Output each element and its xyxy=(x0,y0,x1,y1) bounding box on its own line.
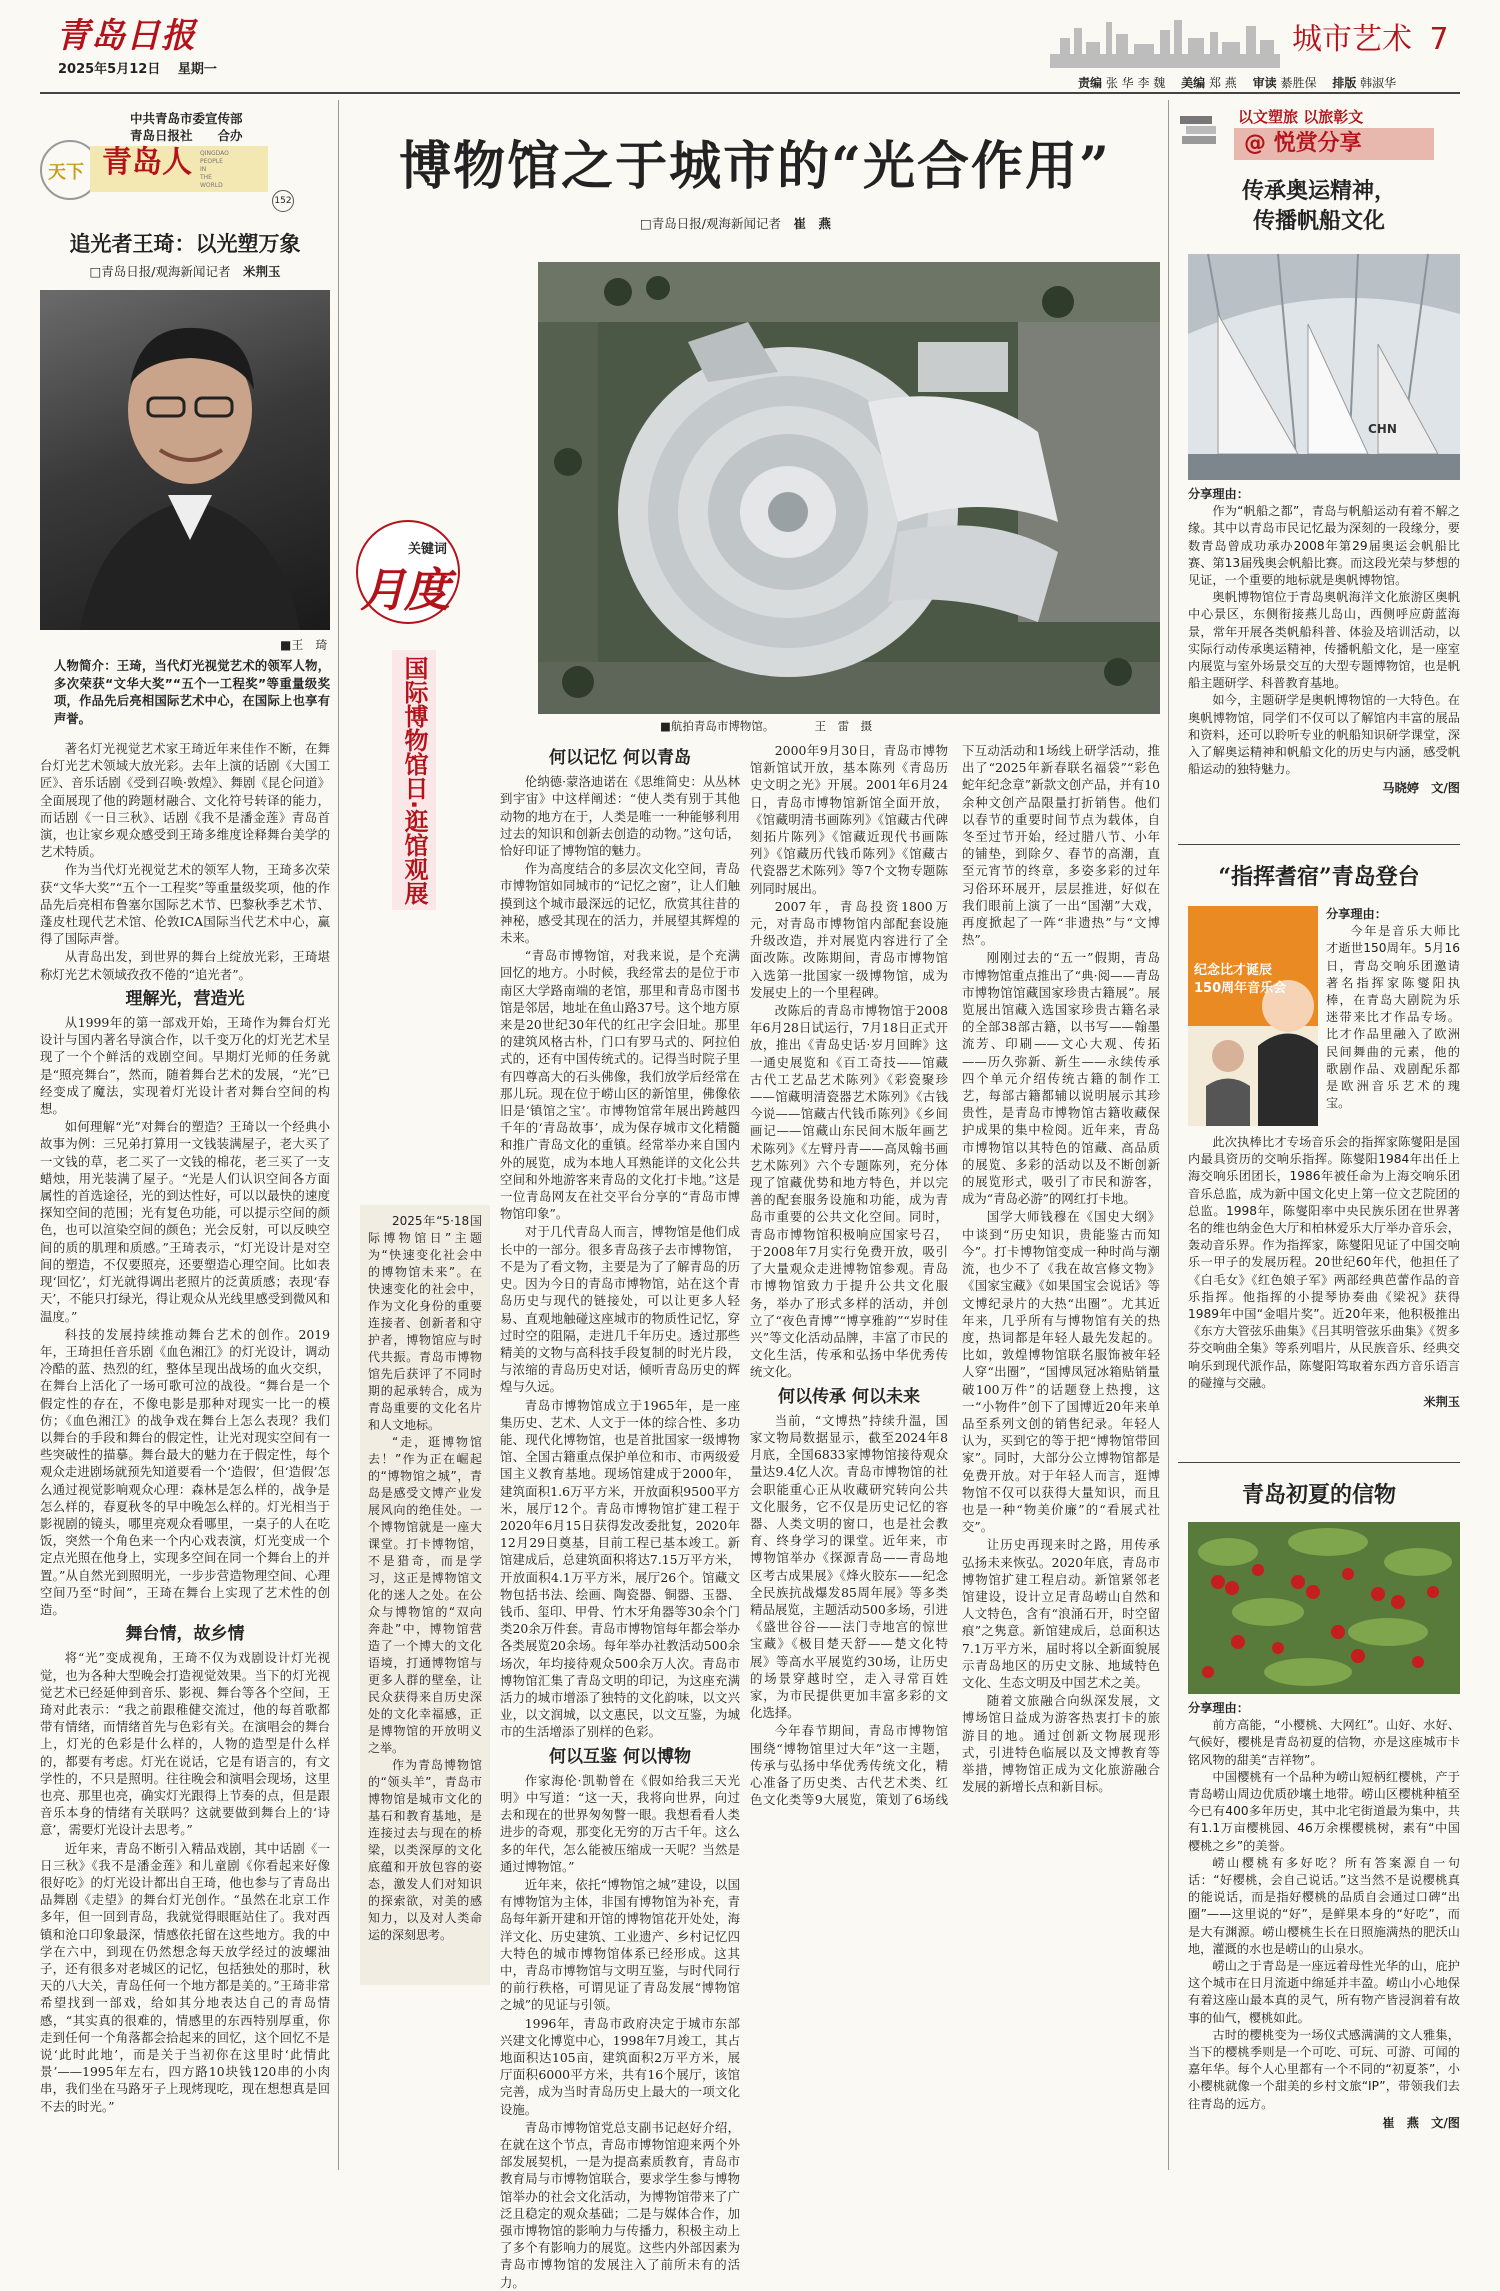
story2-author: 米荆玉 xyxy=(1423,1395,1460,1410)
main-s2-p2: 近年来，依托“博物馆之城”建设，以国有博物馆为主体，非国有博物馆为补充，青岛每年新开建和开馆的博物馆花开处处，海洋文化、历史建筑、工业遗产、乡村记忆四大特色的城市博物馆体系已经形成。这其中，青岛市博物馆与文明互鉴，与时代同行的前行秩格，可谓见证了青岛发展“博物馆之城”的见证与引领。 xyxy=(500,1877,740,2013)
organizer-1: 中共青岛市委宣传部 xyxy=(130,111,243,126)
logo-english: QINGDAO PEOPLE IN THE WORLD xyxy=(200,150,229,189)
masthead xyxy=(0,0,1500,92)
left-author: 米荆玉 xyxy=(243,264,281,279)
masthead-rule xyxy=(40,92,1460,94)
story1-title-line2: 传播帆船文化 xyxy=(1252,208,1385,234)
main-section-heading-2: 何以互鉴 何以博物 xyxy=(549,1746,691,1767)
left-article-body xyxy=(40,740,330,2165)
sidebar-p2: “走，逛博物馆去！”作为正在崛起的“博物馆之城”，青岛是感受文博产业发展风向的绝佳处。一个博物馆就是一座大课堂。打卡博物馆，不是猎奇，而是学习，这正是博物馆文化的迷人之处。在公众与博物馆的“双向奔赴”中，博物馆营造了一个博大的文化语境，打通博物馆与更多人群的壁垒，让民众获得来自历史深处的文化幸福感，正是博物馆的开放明义之举。 xyxy=(368,1435,482,1755)
main-sidebar xyxy=(360,1205,490,1985)
left-intro-p2: 作为当代灯光视觉艺术的领军人物，王琦多次荣获“文华大奖”“五个一工程奖”等重量级奖项，他的作品先后亮相布鲁塞尔国际艺术节、巴黎秋季艺术节、蓬皮杜现代艺术馆、伦敦ICA国际当代艺术中心，赢得了国际声誉。 xyxy=(40,862,330,947)
main-s2-p5: 2000年9月30日，青岛市博物馆新馆试开放，基本陈列《青岛历史文明之光》开展。2001年6月24日，青岛市博物馆新馆全面开放，《馆藏明清书画陈列》《馆藏古代碑刻拓片陈列》《馆藏近现代书画陈列》《馆藏历代钱币陈列》《馆藏古代瓷器艺术陈列》等7个文物专题陈列同时展出。 xyxy=(750,743,948,896)
organizer-2: 青岛日报社 xyxy=(130,128,193,143)
story3-p2: 中国樱桃有一个品种为崂山短柄红樱桃，产于青岛崂山周边优质砂壤土地带。崂山区樱桃种植至今已有400多年历史，其中北宅街道最为集中，共有1.1万亩樱桃园、46万余棵樱桃树，素有“中国樱桃之乡”的美誉。 xyxy=(1188,1769,1460,1853)
story3-p3: 崂山樱桃有多好吃？所有答案源自一句话：“好樱桃，会自己说话。”这当然不是说樱桃真的能说话，而是指好樱桃的品质自会通过口碑“出圈”——这里说的“好”，是鲜果本身的“好吃”，而是大有渊源。崂山樱桃生长在日照施满热的肥沃山地，灌溉的水也是崂山的山泉水。 xyxy=(1188,1855,1460,1956)
concert-poster xyxy=(1188,906,1318,1126)
story3-body xyxy=(1188,1700,1460,2168)
main-s3-p3: 刚刚过去的“五一”假期，青岛市博物馆重点推出了“典·阅——青岛市博物馆馆藏国家珍贵古籍展”。展览展出馆藏入选国家珍贵古籍名录的全部38部古籍，以书写——翰墨流芳、印刷——文心大观、传拓——历久弥新、新生——永续传承四个单元介绍传统古籍的制作工艺，每部古籍都辅以说明展示其珍贵性，是青岛市博物馆古籍收藏保护成果的集中检阅。近年来，青岛市博物馆以其特色的馆藏、高品质的展览、多彩的活动以及不断创新的展览形式，吸引了市民和游客，成为“青岛必游”的网红打卡地。 xyxy=(962,950,1160,1207)
poster-title-line2: 150周年音乐会 xyxy=(1194,981,1287,996)
main-s2-p3: 1996年，青岛市政府决定于城市东部兴建文化博览中心，1998年7月竣工，其占地面积达105亩，建筑面积2万平方米，展厅面积6000平方米，共有16个展厅，该馆完善，成为当时青岛历史上最大的一项文化设施。 xyxy=(500,2015,740,2117)
main-photo-caption-text: ■航拍青岛市博物馆。 xyxy=(660,719,769,733)
poster-title xyxy=(1194,962,1286,998)
weekday-text: 星期一 xyxy=(177,62,217,77)
left-intro-p3: 从青岛出发，到世界的舞台上绽放光彩，王琦堪称灯光艺术领域孜孜不倦的“追光者”。 xyxy=(40,949,330,982)
main-article-byline xyxy=(640,214,831,232)
story1-body xyxy=(1188,486,1460,834)
right-rule-1 xyxy=(1178,844,1460,845)
main-byline-text: □青岛日报/观海新闻记者 xyxy=(640,216,782,231)
main-s3-p6: 随着文旅融合向纵深发展，文博场馆日益成为游客热衷打卡的旅游目的地。通过创新文物展现形式，引进特色临展以及文博教育等举措，博物馆正成为文化旅游融合发展的新增长点和新目标。 xyxy=(962,1693,1160,1795)
main-col-2 xyxy=(750,742,1160,2164)
story1-p2: 奥帆博物馆位于青岛奥帆海洋文化旅游区奥帆中心景区，东侧衔接燕儿岛山，西侧呼应蔚蓝海景，常年开展各类帆船科普、体验及培训活动，以实际行动传承奥运精神，传播帆船文化，是一座室内展览与室外场景交互的大型专题博物馆，也是帆船主题研学、科普教育基地。 xyxy=(1188,590,1460,691)
story2-p1: 今年是音乐大师比才逝世150周年。5月16日，青岛交响乐团邀请著名指挥家陈燮阳执棒，在青岛大剧院为乐迷带来比才作品专场。比才作品里融入了欧洲民间舞曲的元素，他的歌剧作品、戏剧配乐都是欧洲音乐艺术的瑰宝。 xyxy=(1326,924,1460,1111)
logo-main: 青岛人 xyxy=(102,145,192,180)
left-s2-p1: 将“光”变成视角，王琦不仅为戏剧设计灯光视觉，也为各种大型晚会打造视觉效果。当下的灯光视觉艺术已经延伸到音乐、影视、舞台等各个空间，王琦对此表示：“我之前跟稚健交流过，他的每首歌都带有情绪，而情绪首先与色彩有关。在演唱会的舞台上，灯光的色彩是什么样的，人物的造型是什么样的，都要有考虑。灯光在说话，它是有语言的，有文学性的，不只是照明。往往晚会和演唱会现场，这里也亮、那里也亮，确实灯光跟得上节奏的点，但是跟音乐本身的情绪有关联吗？这就要做到舞台上的‘诗意’，需要灯光设计去思考。” xyxy=(40,1650,330,1838)
right-rule-2 xyxy=(1178,1462,1460,1463)
section-title xyxy=(1292,14,1449,58)
keyword-badge xyxy=(356,520,468,648)
poster-title-line1: 纪念比才诞辰 xyxy=(1194,963,1273,978)
left-profile: 人物简介：王琦，当代灯光视觉艺术的领军人物，多次荣获“文华大奖”“五个一工程奖”等重量级奖项，作品先后亮相国际艺术中心，在国际上也享有声誉。 xyxy=(54,659,330,726)
story3-title: 青岛初夏的信物 xyxy=(1241,1482,1396,1508)
logo-prefix: 天下 xyxy=(48,162,84,183)
story2-p2: 此次执棒比才专场音乐会的指挥家陈燮阳是国内最具资历的交响乐指挥。陈燮阳1984年出任上海交响乐团团长，1986年被任命为上海交响乐团音乐总监，成为新中国文化史上第一位文艺院团的总监。1998年，陈燮阳率中央民族乐团在世界著名的维也纳金色大厅和柏林爱乐大厅举办音乐会，轰动音乐界。作为指挥家，陈燮阳见证了中国交响乐一甲子的发展历程。20世纪60年代，他担任了《白毛女》《红色娘子军》两部经典芭蕾作品的音乐指挥。他指挥的小提琴协奏曲《梁祝》获得1989年中国“金唱片奖”。近20年来，他积极推出《东方大管弦乐曲集》《吕其明管弦乐曲集》《贺多芬交响曲全集》等系列唱片，从民族音乐、经典交响乐到现代派作品，陈燮阳笃取着东西方音乐语言的碰撞与交融。 xyxy=(1188,1135,1460,1390)
left-column-divider xyxy=(338,100,339,2170)
story2-body xyxy=(1188,1134,1460,1456)
right-rail-divider xyxy=(1168,100,1169,2170)
left-article-title: 追光者王琦：以光塑万象 xyxy=(69,231,301,256)
share-column-banner xyxy=(1178,104,1460,164)
paper-logo: 青岛日报 xyxy=(56,16,196,56)
concert-poster-illustration xyxy=(1188,906,1318,1126)
editor-role-2: 美编 xyxy=(1181,76,1206,90)
page-number: 7 xyxy=(1429,22,1449,57)
editor-role-1: 责编 xyxy=(1078,76,1103,90)
keyword-topic: 国际博物馆日·逛馆观展 xyxy=(400,656,428,906)
portrait-illustration xyxy=(40,290,330,630)
main-author: 崔 燕 xyxy=(793,216,832,231)
story3-author: 崔 燕 文/图 xyxy=(1382,2115,1460,2130)
museum-aerial-photo xyxy=(538,262,1160,714)
main-col-1 xyxy=(500,742,740,2290)
wangqi-portrait xyxy=(40,290,330,630)
main-s1-p1: 伦纳德·蒙洛迪诺在《思维简史：从丛林到宇宙》中这样阐述：“使人类有别于其他动物的地方在于，人类是唯一一种能够利用过去的知识和创新去创造的动物。”这句话，恰好印证了博物馆的魅力。 xyxy=(500,774,740,859)
left-s2-p2: 近年来，青岛不断引入精品戏剧，其中话剧《一日三秋》《我不是潘金莲》和儿童剧《你看起来好像很好吃》的灯光设计都出自王琦，他也参与了青岛出品舞剧《走望》的舞台灯光创作。“虽然在北京工作多年，但一回到青岛，我就觉得眼眶站住了。我对西镇和沧口印象最深，情感依托留在这些地方。我的中学在六中，到现在仍然想念每天放学经过的波螺油子，还有很多对老城区的记忆，包括独处的那时，秋天的八大关，青岛任何一个地方都是美的。”王琦非常希望找到一部戏，给如其分地表达自己的青岛情感，“其实真的很难的，情感里的东西特别厚重，你走到任何一个角落都会拾起来的回忆，这个回忆不是说‘此时此地’，而是关于当初你在这里时‘此情此景’——1995年左右，四方路10块钱120串的小肉串，我们坐在马路牙子上现烤现吃，现在想想真是回不去的时光。” xyxy=(40,1840,330,2114)
editor-names-1: 张 华 李 魏 xyxy=(1105,76,1166,90)
main-s1-p3: “青岛市博物馆，对我来说，是个充满回忆的地方。小时候，我经常去的是位于市南区大学路南端的老馆，那里和青岛市图书馆是邻居，地址在鱼山路37号。这个地方原来是20世纪30年代的红卍字会旧址。那里的建筑风格古朴，门口有罗马式的、阿拉伯式的，还有中国传统式的。记得当时院子里有四尊高大的石头佛像，我们放学后经常在那儿玩。现在位于崂山区的新馆里，佛像依旧是‘镇馆之宝’。市博物馆常年展出跨越四千年的‘青岛故事’，成为保存城市文化精髓和推广青岛文化的重镇。经常举办来自国内外的展览，成为本地人耳熟能详的文化公共空间和外地游客来青岛的文化打卡地。”这是一位青岛网友在社交平台分享的“青岛市博物馆印象”。 xyxy=(500,948,740,1222)
main-s2-p7: 改陈后的青岛市博物馆于2008年6月28日试运行，7月18日正式开放，推出《青岛史话·岁月回眸》这一通史展览和《百工奇技——馆藏古代工艺品艺术陈列》《彩瓷聚珍——馆藏明清瓷器艺术陈列》《古钱今说——馆藏古代钱币陈列》《乡间画记——馆藏山东民间木版年画艺术陈列》《左臂丹青——高凤翰书画艺术陈列》六个专题陈列，充分体现了馆藏优势和地方特色，并以完善的配套服务设施和功能，成为青岛市重要的公共文化空间。同时，青岛市博物馆积极响应国家号召，于2008年7月实行免费开放，吸引了大量观众走进博物馆参观。青岛市博物馆致力于提升公共文化服务，举办了形式多样的活动，并创立了“夜色青博”“博享雅韵”“岁时佳兴”等文化活动品牌，丰富了市民的文化生活，传承和弘扬中华优秀传统文化。 xyxy=(750,1003,948,1380)
left-section-heading-1: 理解光，营造光 xyxy=(125,988,245,1009)
left-s1-p3: 科技的发展持续推动舞台艺术的创作。2019年，王琦担任音乐剧《血色湘江》的灯光设计，调动冷酷的蓝、热烈的红，整体呈现出战场的血火交织，在舞台上活化了一场可歌可泣的战役。“舞台是一个假定性的存在，不像电影是那种对现实一比一的模仿；《血色湘江》的战争戏在舞台上怎么表现？我们以舞台的手段和舞台的假定性，让光对现实空间有一些突破性的描摹。舞台最大的魅力在于假定性，每个观众走进剧场就预先知道要看一个‘造假’，但‘造假’怎么通过视觉影响观众心理：森林是怎么样的，战争是怎么样的，春夏秋冬的早中晚怎么样的。灯光相当于影视剧的镜头，哪里亮观众看哪里，一桌子的人在吃饭，突然一个角色来一个内心戏表演，灯光变成一个定点光照在他身上，实现多空间在同一个舞台上的并置。”从自然光到照明光，一步步营造物理空间、心理空间乃至“时间”，王琦在舞台上实现了艺术性的创造。 xyxy=(40,1326,330,1617)
story3-p1: 前方高能，“小樱桃、大网红”。山好、水好、气候好，樱桃是青岛初夏的信物，亦是这座城市卡铭风物的甜美“吉祥物”。 xyxy=(1188,1718,1460,1767)
left-s1-p2: 如何理解“光”对舞台的塑造？王琦以一个经典小故事为例：三兄弟打算用一文钱装满屋子，老大买了一文钱的草，老二买了一文钱的棉花，老三买了一支蜡烛，用光装满了屋子。“光是人们认识空间各方面属性的首选途径，光的到达性好，可以以最快的速度探知空间的范围；光有复色功能，可以提示空间的颜色，也可以渲染空间的颜色；光会反射，可以反映空间的质的肌理和质感。”王琦表示，“灯光设计是对空间的塑造，不仅要照亮，还要塑造心理空间。比如表现‘回忆’，灯光就得调出老照片的泛黄质感；表现‘春天’，不能只打绿光，得让观众从光线里感受到微风和温度。” xyxy=(40,1119,330,1324)
sidebar-p1: 2025年“5·18国际博物馆日”主题为“快速变化社会中的博物馆未来”。在快速变化的社会中，作为文化身份的重要连接者、创新者和守护者，博物馆应与时代共振。青岛市博物馆先后获评了不同时期的起承转合，成为青岛重要的文化名片和人文地标。 xyxy=(368,1214,482,1432)
main-section-heading-3: 何以传承 何以未来 xyxy=(778,1386,920,1407)
cherry-illustration xyxy=(1188,1522,1460,1694)
books-icon xyxy=(1178,110,1222,154)
story3-p5: 古时的樱桃变为一场仪式感满满的文人雅集，当下的樱桃季则是一个可吃、可玩、可游、可闻的嘉年华。每个人心里都有一个不同的“初夏茶”，小小樱桃就像一个甜美的乡村文旅“IP”，带领我们去往青岛的远方。 xyxy=(1188,2027,1460,2111)
left-intro-p1: 著名灯光视觉艺术家王琦近年来佳作不断，在舞台灯光艺术领域大放光彩。去年上演的话剧《大国工匠》、音乐话剧《受到召唤·敦煌》、舞剧《昆仑问道》全面展现了他的跨题材融合、文化符号转译的能力，而话剧《一日三秋》、话剧《我不是潘金莲》青岛首演，也让家乡观众感受到王琦多维度诠释舞台美学的艺术特质。 xyxy=(40,741,330,860)
main-s2-p6: 2007年，青岛投资1800万元，对青岛市博物馆内部配套设施升级改造，并对展览内容进行了全面改陈。改陈期间，青岛市博物馆入选第一批国家一级博物馆，成为发展史上的一个里程碑。 xyxy=(750,898,948,1000)
main-s3-p2: 今年春节期间，青岛市博物馆围绕“博物馆里过大年”这一主题，传承与弘扬中华优秀传统文化，精心准备了历史类、古代艺术类、红色文化类等9大展览，策划了6场线下互动活动和1场线上研学活动，推出了“2025年新春联名福袋”“彩色蛇年纪念章”新款文创产品，并有10余种文创产品限量打折销售。他们以春节的重要时间节点为载体，自冬至过节开始，经过腊八节、小年的铺垫，到除夕、春节的高潮，直至元宵节的终章，多姿多彩的过年习俗环环展开，层层推进，好似在我们眼前上演了一出“国潮”大戏，再度掀起了一阵“非遗热”与“文博热”。 xyxy=(750,743,1160,1808)
main-s3-p5: 让历史再现来时之路，用传承弘扬未来恢弘。2020年底，青岛市博物馆扩建工程启动。新馆紧邻老馆建设，设计立足青岛崂山自然和人文特色，含有“浪涌石开，时空留痕”之隽意。新馆建成后，总面积达7.1万平方米，届时将以全新面貌展示青岛地区的历史文脉、地域特色文化、生态文明及中国艺术之美。 xyxy=(962,1537,1160,1690)
left-byline-text: □青岛日报/观海新闻记者 xyxy=(89,264,231,279)
column-logo xyxy=(40,108,330,208)
main-s1-p2: 作为高度结合的多层次文化空间，青岛市博物馆如同城市的“记忆之窗”，让人们触摸到这个城市最深远的记忆，欣赏其往昔的神秘，感受其现在的活力，并展望其辉煌的未来。 xyxy=(500,861,740,946)
main-s2-p1: 作家海伦·凯勒曾在《假如给我三天光明》中写道：“这一天，我将向世界，向过去和现在的世界匆匆瞥一眼。我想看看人类进步的奇观，那变化无穷的万古千年。这么多的年代，怎么能被压缩成一天呢？当然是通过博物馆。” xyxy=(500,1772,740,1874)
keyword-topic-bar xyxy=(392,650,436,910)
left-photo-caption: ■王 琦 xyxy=(280,638,328,652)
story3-p4: 崂山之于青岛是一座远着母性光华的山，庇护这个城市在日月流逝中绵延并丰盈。崂山小心地保有着这座山最本真的灵气，所有物产皆浸润着有故事的仙气，樱桃如此。 xyxy=(1188,1959,1460,2025)
keyword-word: 月度 xyxy=(360,563,448,617)
left-section-heading-2: 舞台情，故乡情 xyxy=(125,1624,245,1645)
main-photo-caption xyxy=(660,718,872,734)
museum-aerial-illustration xyxy=(538,262,1160,714)
issue-number-badge: 152 xyxy=(272,190,294,212)
cherry-photo xyxy=(1188,1522,1460,1694)
sidebar-p3: 作为青岛博物馆的“领头羊”，青岛市博物馆是城市文化的基石和教育基地，是连接过去与现在的桥梁，以类深厚的文化底蕴和开放包容的姿态，激发人们对知识的探索欲，对美的感知力，以及对人类命运的深刻思考。 xyxy=(368,1758,482,1942)
main-article-title: 博物馆之于城市的“光合作用” xyxy=(399,136,1111,197)
section-name: 城市艺术 xyxy=(1292,22,1412,57)
main-s3-p1: 当前，“文博热”持续升温，国家文物局数据显示，截至2024年8月底，全国6833家博物馆接待观众量达9.4亿人次。青岛市博物馆的社会职能重心正从收藏研究转向公共文化服务，它不仅是历史记忆的容器、人类文明的窗口，也是社会教育、终身学习的课堂。近年来，市博物馆举办《探源青岛——青岛地区考古成果展》《烽火胶东——纪念全民族抗战爆发85周年展》等多类精品展览，主题活动500多场，引进《盛世谷谷——法门寺地宫的惊世宝藏》《极目楚天舒——楚文化特展》等高水平展览约30场，让历史的场景穿越时空，走入寻常百姓家，为市民提供更加丰富多彩的文化选择。 xyxy=(750,1412,948,1721)
main-s1-p5: 青岛市博物馆成立于1965年，是一座集历史、艺术、人文于一体的综合性、多功能、现代化博物馆，也是首批国家一级博物馆、全国古籍重点保护单位和市、市两级爱国主义教育基地。现场馆建成于2000年，建筑面积1.6万平方米，开放面积9500平方米，展厅12个。青岛市博物馆扩建工程于2020年6月15日获得发改委批复，2020年12月29日奠基，目前工程已基本竣工。新馆建成后，总建筑面积将达7.15万平方米，开放面积4.1万平方米，展厅26个。馆藏文物包括书法、绘画、陶瓷器、铜器、玉器、钱币、玺印、甲骨、竹木牙角器等30余个门类20余万件套。青岛市博物馆每年都会举办各类展览20余场。每年举办社教活动500余场次，年均接待观众500余万人次。青岛市博物馆汇集了青岛文明的印记，为这座充满活力的城市增添了独特的文化韵味，以文兴业，以文润城，以文惠民，以文互鉴，为城市的生活增添了别样的色彩。 xyxy=(500,1397,740,1740)
organizers xyxy=(130,110,243,144)
main-photographer: 王 雷 摄 xyxy=(814,719,873,733)
editor-names-4: 韩淑华 xyxy=(1360,76,1397,90)
main-s1-p4: 对于几代青岛人而言，博物馆是他们成长中的一部分。很多青岛孩子去市博物馆，不是为了看文物，主要是为了了解青岛的历史。因为今日的青岛市博物馆，站在这个青岛历史与现代的链接处，可以让更多人轻易、直观地触碰这座城市的物质性记忆，穿过时空的阻隔，走进几千年历史。透过那些精美的文物与高科技手段复制的时光片段，与浓缩的青岛历史对话，倾听青岛历史的辉煌与久远。 xyxy=(500,1224,740,1395)
story1-author: 马晓婷 文/图 xyxy=(1382,781,1460,796)
editor-role-4: 排版 xyxy=(1332,76,1357,90)
story1-share-label: 分享理由： xyxy=(1188,487,1249,501)
issue-date xyxy=(58,58,217,77)
story1-p1: 作为“帆船之都”，青岛与帆船运动有着不解之缘。其中以青岛市民记忆最为深刻的一段缘分，要数青岛曾成功承办2008年第29届奥运会帆船比赛、第13届残奥会帆船比赛。而这段光荣与梦想的见证，一个重要的地标就是奥帆博物馆。 xyxy=(1188,504,1460,588)
editor-names-3: 綦胜保 xyxy=(1280,76,1317,90)
editor-role-3: 审读 xyxy=(1252,76,1277,90)
date-text: 2025年5月12日 xyxy=(58,62,161,77)
main-section-heading-1: 何以记忆 何以青岛 xyxy=(549,748,691,768)
story1-p3: 如今，主题研学是奥帆博物馆的一大特色。在奥帆博物馆，同学们不仅可以了解馆内丰富的展品和资料，还可以聆听专业的帆船知识研学课堂，深入了解奥运精神和帆船文化的历史与内涵，感受帆船运动的独特魅力。 xyxy=(1188,693,1460,777)
left-article-byline xyxy=(40,262,330,280)
main-s3-p4: 国学大师钱穆在《国史大纲》中谈到“历史知识，贵能鉴古而知今”。打卡博物馆变成一种时尚与潮流，也少不了《我在故宫修文物》《国家宝藏》《如果国宝会说话》等文博纪录片的大热“出圈”。尤其近年来，几乎所有与博物馆有关的热度，热词都是年轻人最先发起的。比如，敦煌博物馆联名服饰被年轻人穿“出圈”，“国博凤冠冰箱贴销量破100万件”的话题登上热搜，这一“小物件”创下了国博近20年来单品至系列文创的销售纪录。年轻人认为，买到它的等于把“博物馆带回家”。同时，大部分公立博物馆都是免费开放。对于年轻人而言，逛博物馆不仅可以获得大量知识，而且也是一种“物美价廉”的“看展式社交”。 xyxy=(962,1209,1160,1535)
sailing-museum-photo xyxy=(1188,254,1460,480)
main-s2-p4: 青岛市博物馆党总支副书记赵好介绍，在就在这个节点，青岛市博物馆迎来两个外部发展契机，一是为提高素质教育，青岛市教育局与市博物馆联合，要求学生参与博物馆举办的社会文化活动，为博物馆带来了广泛且稳定的观众基础；二是与媒体合作，加强市博物馆的影响力与传播力，积极主动上了多个有影响力的展览。这些内外部因素为青岛市博物馆的发展注入了前所未有的活力。 xyxy=(500,2119,740,2290)
story3-share-label: 分享理由： xyxy=(1188,1701,1249,1715)
cooperate-label: 合办 xyxy=(217,128,243,143)
city-skyline-icon xyxy=(1050,18,1280,68)
story1-title xyxy=(1178,176,1460,236)
story1-title-line1: 传承奥运精神， xyxy=(1241,178,1396,204)
sail-label: CHN xyxy=(1368,422,1397,436)
left-s1-p1: 从1999年的第一部戏开始，王琦作为舞台灯光设计与国内著名导演合作，以千变万化的灯光艺术呈现了一个个鲜活的戏剧空间。早期灯光师的任务就是“照亮舞台”，然而，随着舞台艺术的发展，“光”已经变成了魔法，实现着灯光设计者对舞台空间的构想。 xyxy=(40,1015,330,1117)
share-column-name-box xyxy=(1234,128,1434,160)
share-slogan: 以文塑旅 以旅彰文 xyxy=(1238,108,1364,126)
keyword-label: 关键词 xyxy=(408,542,448,557)
story2-body-top xyxy=(1326,906,1460,1128)
editor-names-2: 郑 燕 xyxy=(1208,76,1237,90)
editor-credits xyxy=(1078,74,1396,91)
share-column-name: @ 悦赏分享 xyxy=(1244,131,1362,156)
logo-box xyxy=(90,146,268,192)
story2-share-label: 分享理由： xyxy=(1326,907,1387,921)
sailing-museum-illustration xyxy=(1188,254,1460,480)
story2-title: “指挥耆宿”青岛登台 xyxy=(1218,864,1420,890)
